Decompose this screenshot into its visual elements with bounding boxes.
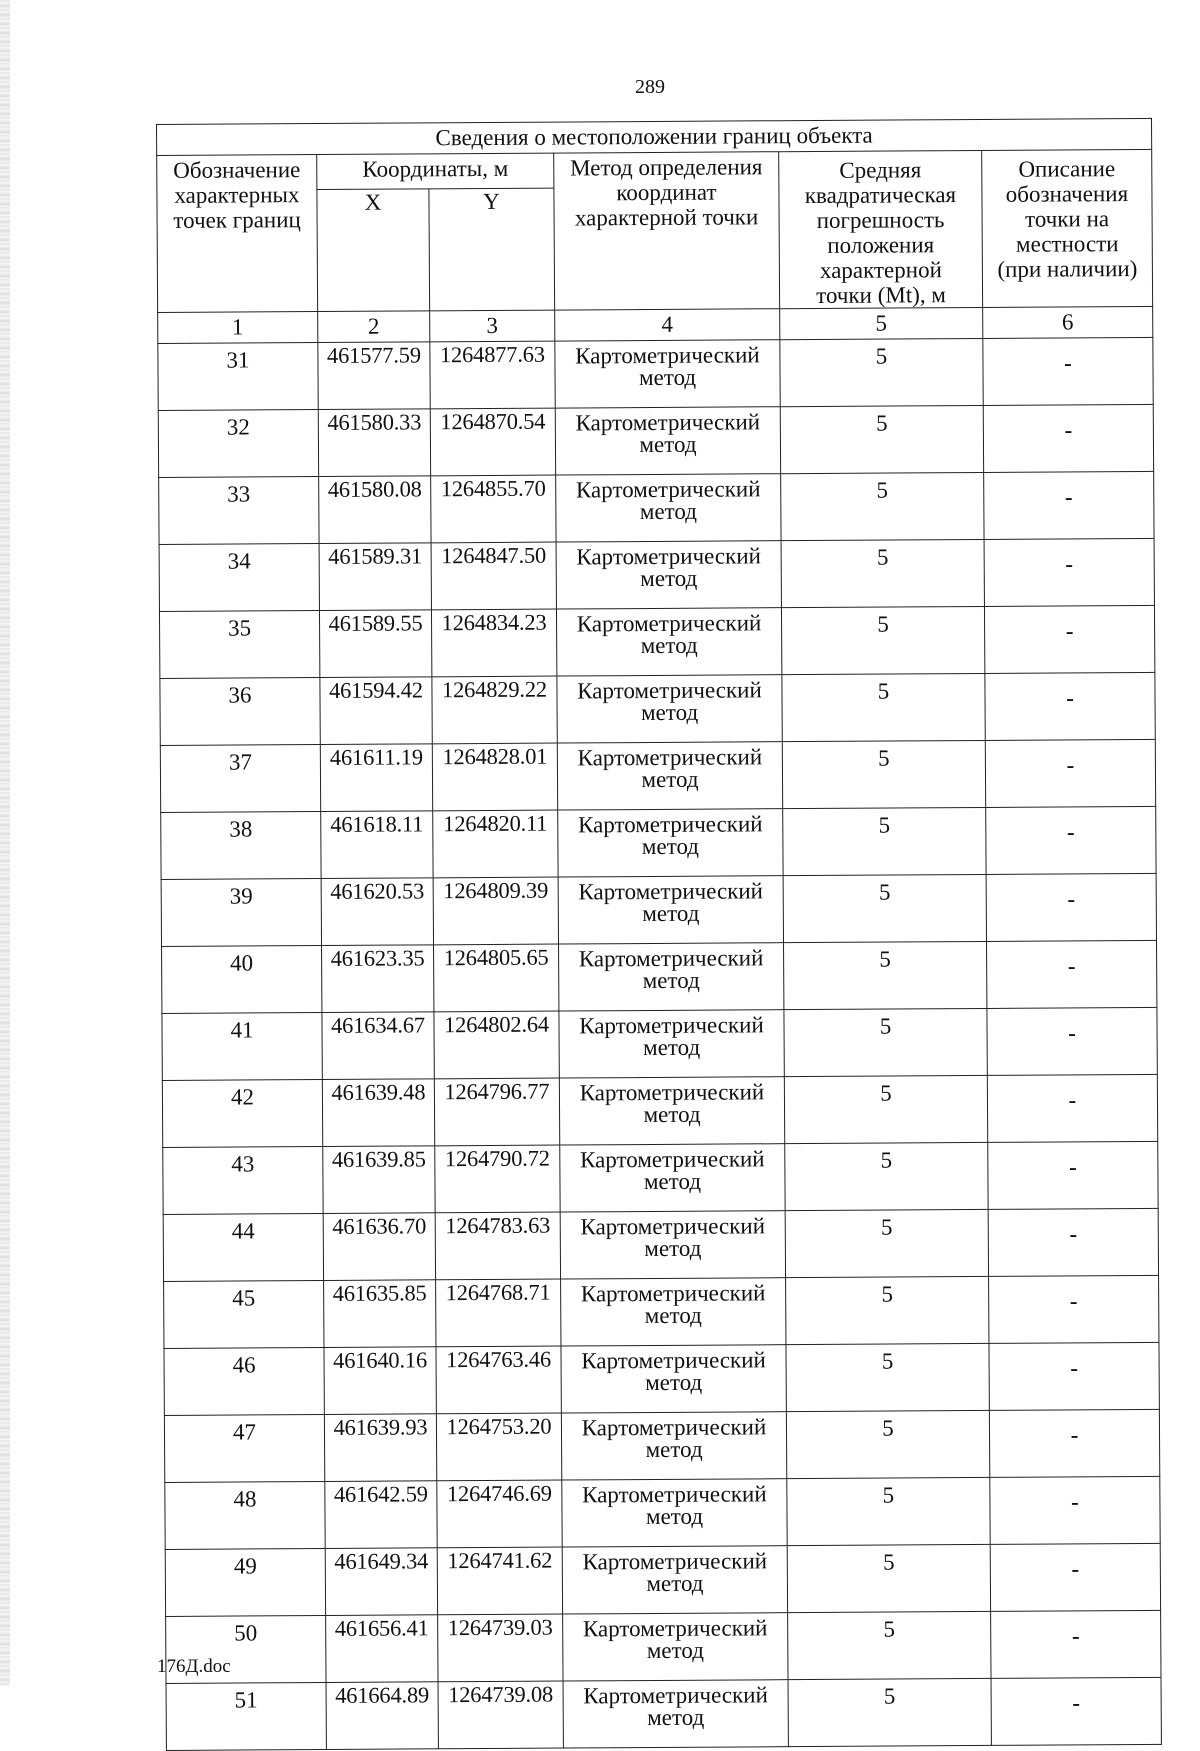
cell-error: 5 xyxy=(786,1276,989,1344)
table-row xyxy=(164,1342,1159,1415)
table-row xyxy=(159,471,1154,544)
cell-method: Картометрический метод xyxy=(555,340,780,408)
cell-y: 1264870.54 xyxy=(430,408,555,476)
cell-point: 42 xyxy=(162,1080,322,1148)
table-row xyxy=(165,1476,1160,1549)
cell-point: 48 xyxy=(165,1481,325,1549)
table-row xyxy=(160,672,1155,745)
cell-error: 5 xyxy=(785,1142,988,1210)
cell-y: 1264847.50 xyxy=(431,542,556,610)
cell-description: - xyxy=(988,1141,1158,1209)
cell-x: 461620.53 xyxy=(321,878,433,946)
cell-error: 5 xyxy=(781,539,984,607)
cell-description: - xyxy=(987,940,1157,1008)
cell-error: 5 xyxy=(782,673,985,741)
cell-y: 1264790.72 xyxy=(435,1145,560,1213)
cell-y: 1264739.08 xyxy=(438,1681,563,1749)
cell-error: 5 xyxy=(784,1075,987,1143)
table-row xyxy=(164,1409,1159,1482)
cell-error: 5 xyxy=(784,1008,987,1076)
cell-method: Картометрический метод xyxy=(558,876,783,944)
cell-point: 50 xyxy=(166,1615,326,1683)
cell-x: 461640.16 xyxy=(324,1347,436,1415)
column-number: 4 xyxy=(555,309,780,341)
cell-method: Картометрический метод xyxy=(556,608,781,676)
cell-method: Картометрический метод xyxy=(556,474,781,542)
boundary-coordinates-table xyxy=(156,118,1162,1751)
table-row xyxy=(162,1007,1157,1080)
table-title: Сведения о местоположении границ объекта xyxy=(157,118,1152,155)
cell-method: Картометрический метод xyxy=(561,1345,786,1413)
cell-description: - xyxy=(985,672,1155,740)
cell-y: 1264877.63 xyxy=(430,341,555,409)
cell-description: - xyxy=(990,1476,1160,1544)
cell-method: Картометрический метод xyxy=(561,1412,786,1480)
table-row xyxy=(158,337,1153,410)
column-number: 6 xyxy=(983,306,1153,338)
cell-description: - xyxy=(985,739,1155,807)
cell-error: 5 xyxy=(783,874,986,942)
cell-point: 41 xyxy=(162,1013,322,1081)
cell-y: 1264783.63 xyxy=(435,1212,560,1280)
header-point-designation: Обозначение характерных точек границ xyxy=(157,155,318,313)
cell-description: - xyxy=(986,806,1156,874)
cell-y: 1264828.01 xyxy=(432,743,557,811)
table-row xyxy=(161,806,1156,879)
cell-description: - xyxy=(984,538,1154,606)
cell-description: - xyxy=(987,1074,1157,1142)
cell-point: 31 xyxy=(158,343,318,411)
cell-description: - xyxy=(989,1275,1159,1343)
cell-error: 5 xyxy=(786,1343,989,1411)
cell-error: 5 xyxy=(780,338,983,406)
table-row xyxy=(159,538,1154,611)
cell-x: 461635.85 xyxy=(324,1280,436,1348)
cell-y: 1264809.39 xyxy=(433,877,558,945)
cell-point: 46 xyxy=(164,1347,324,1415)
table-row xyxy=(158,404,1153,477)
cell-method: Картометрический метод xyxy=(560,1211,785,1279)
cell-point: 38 xyxy=(161,812,321,880)
column-number: 2 xyxy=(318,311,430,343)
cell-description: - xyxy=(987,1007,1157,1075)
cell-x: 461642.59 xyxy=(325,1481,437,1549)
page-number: 289 xyxy=(635,76,665,98)
cell-y: 1264805.65 xyxy=(434,944,559,1012)
footer-file-name: 176Д.doc xyxy=(157,1656,231,1677)
cell-description: - xyxy=(989,1409,1159,1477)
cell-method: Картометрический метод xyxy=(562,1546,787,1614)
column-number: 5 xyxy=(780,307,983,339)
cell-point: 37 xyxy=(160,745,320,813)
cell-method: Картометрический метод xyxy=(562,1479,787,1547)
cell-error: 5 xyxy=(784,941,987,1009)
table-row xyxy=(159,605,1154,678)
cell-point: 35 xyxy=(159,611,319,679)
cell-description: - xyxy=(991,1610,1161,1678)
table-row xyxy=(166,1677,1161,1750)
cell-method: Картометрический метод xyxy=(563,1680,788,1748)
cell-x: 461634.67 xyxy=(322,1012,434,1080)
table-row xyxy=(160,739,1155,812)
cell-y: 1264834.23 xyxy=(431,609,556,677)
cell-description: - xyxy=(984,471,1154,539)
cell-x: 461580.08 xyxy=(319,476,431,544)
header-method: Метод определения координат характерной точки xyxy=(554,152,780,310)
cell-x: 461611.19 xyxy=(320,744,432,812)
cell-y: 1264802.64 xyxy=(434,1011,559,1079)
cell-method: Картометрический метод xyxy=(557,742,782,810)
cell-y: 1264741.62 xyxy=(437,1547,562,1615)
cell-y: 1264796.77 xyxy=(434,1078,559,1146)
table-row xyxy=(164,1275,1159,1348)
cell-point: 47 xyxy=(164,1414,324,1482)
cell-y: 1264768.71 xyxy=(436,1279,561,1347)
cell-point: 40 xyxy=(162,946,322,1014)
header-mean-square-error: Средняя квадратическая погрешность положения характерной точки (Mt), м xyxy=(779,150,983,308)
cell-y: 1264739.03 xyxy=(438,1614,563,1682)
cell-method: Картометрический метод xyxy=(559,1010,784,1078)
cell-error: 5 xyxy=(785,1209,988,1277)
cell-method: Картометрический метод xyxy=(559,1077,784,1145)
table-row xyxy=(161,873,1156,946)
cell-method: Картометрический метод xyxy=(555,407,780,475)
cell-point: 45 xyxy=(164,1280,324,1348)
cell-description: - xyxy=(988,1208,1158,1276)
cell-x: 461589.31 xyxy=(319,543,431,611)
cell-description: - xyxy=(983,337,1153,405)
cell-error: 5 xyxy=(781,606,984,674)
cell-x: 461577.59 xyxy=(318,342,430,410)
cell-y: 1264746.69 xyxy=(437,1480,562,1548)
cell-description: - xyxy=(986,873,1156,941)
cell-x: 461589.55 xyxy=(319,610,431,678)
cell-point: 44 xyxy=(163,1213,323,1281)
cell-x: 461594.42 xyxy=(320,677,432,745)
cell-point: 39 xyxy=(161,879,321,947)
cell-method: Картометрический метод xyxy=(558,809,783,877)
cell-x: 461656.41 xyxy=(326,1615,438,1683)
cell-x: 461639.93 xyxy=(324,1414,436,1482)
cell-x: 461639.85 xyxy=(323,1146,435,1214)
cell-description: - xyxy=(984,605,1154,673)
cell-x: 461636.70 xyxy=(323,1213,435,1281)
scan-edge-shadow xyxy=(0,0,10,1686)
table-row xyxy=(163,1141,1158,1214)
cell-point: 49 xyxy=(165,1548,325,1616)
cell-error: 5 xyxy=(782,740,985,808)
cell-error: 5 xyxy=(787,1477,990,1545)
cell-error: 5 xyxy=(786,1410,989,1478)
cell-y: 1264829.22 xyxy=(432,676,557,744)
cell-point: 34 xyxy=(159,544,319,612)
header-x: X xyxy=(317,189,430,311)
cell-point: 33 xyxy=(159,477,319,545)
cell-method: Картометрический метод xyxy=(560,1144,785,1212)
cell-y: 1264753.20 xyxy=(436,1413,561,1481)
column-number: 3 xyxy=(430,310,555,342)
cell-x: 461639.48 xyxy=(322,1079,434,1147)
cell-method: Картометрический метод xyxy=(561,1278,786,1346)
header-coordinates: Координаты, м xyxy=(317,153,554,190)
cell-y: 1264855.70 xyxy=(431,475,556,543)
cell-x: 461623.35 xyxy=(322,945,434,1013)
cell-method: Картометрический метод xyxy=(556,541,781,609)
cell-error: 5 xyxy=(780,405,983,473)
cell-x: 461580.33 xyxy=(318,409,430,477)
cell-method: Картометрический метод xyxy=(559,943,784,1011)
column-number: 1 xyxy=(158,312,318,344)
table-row xyxy=(162,940,1157,1013)
cell-x: 461618.11 xyxy=(321,811,433,879)
table-row xyxy=(163,1208,1158,1281)
cell-error: 5 xyxy=(788,1611,991,1679)
cell-description: - xyxy=(990,1543,1160,1611)
cell-x: 461664.89 xyxy=(326,1682,438,1750)
header-y: Y xyxy=(429,188,555,311)
table-row xyxy=(162,1074,1157,1147)
header-point-description: Описание обозначения точки на местности (при наличии) xyxy=(982,149,1153,307)
header-row xyxy=(157,149,1152,190)
cell-x: 461649.34 xyxy=(325,1548,437,1616)
cell-method: Картометрический метод xyxy=(557,675,782,743)
cell-method: Картометрический метод xyxy=(563,1613,788,1681)
cell-error: 5 xyxy=(787,1544,990,1612)
cell-description: - xyxy=(983,404,1153,472)
cell-error: 5 xyxy=(783,807,986,875)
table-row xyxy=(166,1610,1161,1683)
cell-description: - xyxy=(989,1342,1159,1410)
cell-error: 5 xyxy=(781,472,984,540)
cell-y: 1264763.46 xyxy=(436,1346,561,1414)
cell-description: - xyxy=(991,1677,1161,1745)
cell-point: 43 xyxy=(163,1147,323,1215)
cell-point: 51 xyxy=(166,1682,326,1750)
cell-error: 5 xyxy=(788,1678,991,1746)
cell-y: 1264820.11 xyxy=(433,810,558,878)
table-row xyxy=(165,1543,1160,1616)
cell-point: 32 xyxy=(158,410,318,478)
cell-point: 36 xyxy=(160,678,320,746)
